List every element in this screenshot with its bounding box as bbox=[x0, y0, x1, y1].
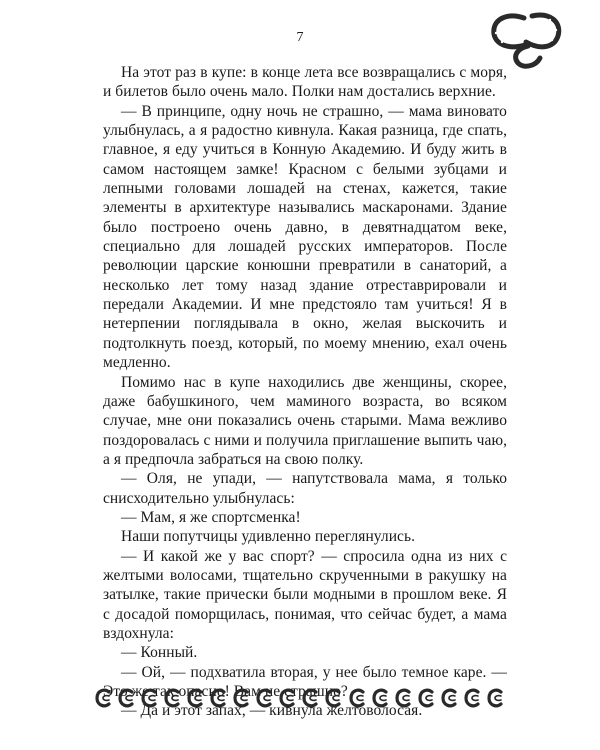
horseshoe-icon bbox=[324, 687, 344, 709]
text-block bbox=[103, 63, 507, 721]
horseshoe-icon bbox=[186, 687, 206, 709]
horseshoe-icon bbox=[486, 687, 506, 709]
horseshoe-row bbox=[94, 684, 506, 712]
paragraph: — В принципе, одну ночь не страшно, — мама виновато улыбнулась, а я радостно кивнула. Какая разница, где спать, главное, я еду учиться в Конную Академию. И буду жить в самом настоящем замке! Красном с белыми зубцами и лепными головами лошадей на стенах, кажется, такие элементы в архитектуре назывались маскаронами. Здание было построено очень давно, в девятнадцатом веке, специально для лошадей русских императоров. После революции царские конюшни превратили в санаторий, а несколько лет тому назад здание отреставрировали и передали Академии. И мне предстояло там учиться! Я в нетерпении поглядывала в окно, желая выскочить и подтолкнуть поезд, который, по моему мнению, ехал очень медленно. bbox=[103, 102, 507, 372]
horseshoe-icon bbox=[301, 687, 321, 709]
horseshoe-icon bbox=[278, 687, 298, 709]
paragraph: — Мам, я же спортсменка! bbox=[121, 508, 301, 526]
paragraph: — Конный. bbox=[121, 644, 198, 662]
horseshoe-icon bbox=[463, 687, 483, 709]
horseshoe-icon bbox=[209, 687, 229, 709]
horseshoe-icon bbox=[117, 687, 137, 709]
paragraph: — Ой, — подхватила вторая, у нее было темное каре. — Это же так опасно! Вам не страшно? bbox=[103, 663, 507, 700]
horseshoe-icon bbox=[163, 687, 183, 709]
horseshoe-icon bbox=[140, 687, 160, 709]
paragraph: — И какой же у вас спорт? — спросила одна из них с желтыми волосами, тщательно скрученными в ракушку на затылке, такие прически были модными в прошлом веке. Я с досадой поморщилась, понимая, что сейчас будет, а мама вздохнула: bbox=[103, 547, 507, 642]
paragraph: Наши попутчицы удивленно переглянулись. bbox=[121, 528, 416, 546]
paragraph: Помимо нас в купе находились две женщины, скорее, даже бабушкиного, чем маминого возраста, во всяком случае, мне они показались очень старыми. Мама вежливо поздоровалась с ними и получила приглашение выпить чаю, а я предпочла забраться на свою полку. bbox=[103, 373, 507, 468]
horseshoe-icon bbox=[394, 687, 414, 709]
horseshoe-icon bbox=[255, 687, 275, 709]
horseshoe-icon bbox=[232, 687, 252, 709]
paragraph: — Да и этот запах, — кивнула желтоволосая. bbox=[121, 702, 423, 720]
horseshoe-icon bbox=[94, 687, 114, 709]
horseshoe-icon bbox=[371, 687, 391, 709]
page-number: 7 bbox=[296, 30, 304, 45]
paragraph: На этот раз в купе: в конце лета все возвращались с моря, и билетов было очень мало. Полки нам достались верхние. bbox=[103, 64, 507, 101]
horseshoe-icon bbox=[348, 687, 368, 709]
horseshoe-icon bbox=[440, 687, 460, 709]
horseshoe-icon bbox=[417, 687, 437, 709]
horseshoes-icon bbox=[484, 6, 564, 70]
paragraph: — Оля, не упади, — напутствовала мама, я только снисходительно улыбнулась: bbox=[103, 470, 507, 507]
